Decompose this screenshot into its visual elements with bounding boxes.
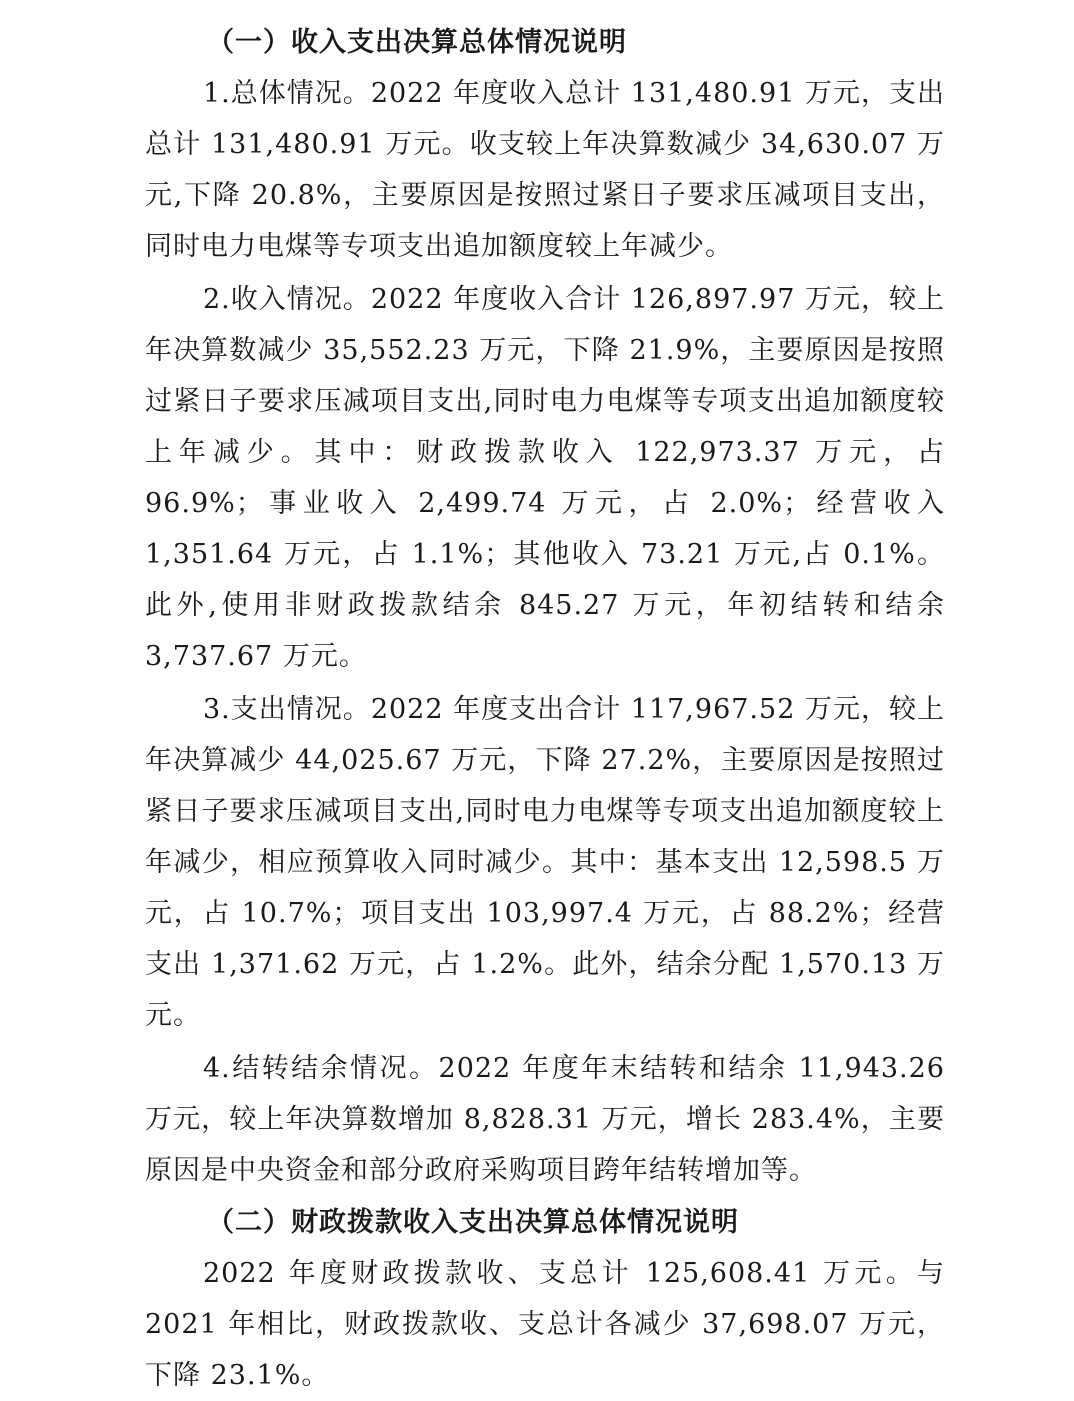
paragraph-overall: 1.总体情况。2022 年度收入总计 131,480.91 万元，支出总计 131,480.91 万元。收支较上年决算数减少 34,630.07 万元,下降 20.8%，主要原因是按照过紧日子要求压减项目支出，同时电力电煤等专项支出追加额度较上年减少。 bbox=[145, 78, 945, 262]
section-heading-2: （二）财政拨款收入支出决算总体情况说明 bbox=[207, 1207, 739, 1238]
document-page bbox=[145, 18, 945, 1401]
section-heading-1: （一）收入支出决算总体情况说明 bbox=[207, 27, 627, 58]
paragraph-income: 2.收入情况。2022 年度收入合计 126,897.97 万元，较上年决算数减少 35,552.23 万元，下降 21.9%，主要原因是按照过紧日子要求压减项目支出,同时电力电煤等专项支出追加额度较上年减少。其中：财政拨款收入 122,973.37 万元，占 96.9%；事业收入 2,499.74 万元，占 2.0%；经营收入 1,351.64 万元，占 1.1%；其他收入 73.21 万元,占 0.1%。此外,使用非财政拨款结余 845.27 万元，年初结转和结余 3,737.67 万元。 bbox=[145, 284, 945, 672]
paragraph-expenditure: 3.支出情况。2022 年度支出合计 117,967.52 万元，较上年决算减少 44,025.67 万元，下降 27.2%，主要原因是按照过紧日子要求压减项目支出,同时电力电煤等专项支出追加额度较上年减少，相应预算收入同时减少。其中：基本支出 12,598.5 万元，占 10.7%；项目支出 103,997.4 万元，占 88.2%；经营支出 1,371.62 万元，占 1.2%。此外，结余分配 1,570.13 万元。 bbox=[145, 694, 945, 1031]
paragraph-carryover: 4.结转结余情况。2022 年度年末结转和结余 11,943.26 万元，较上年决算数增加 8,828.31 万元，增长 283.4%，主要原因是中央资金和部分政府采购项目跨年结转增加等。 bbox=[145, 1053, 945, 1186]
paragraph-fiscal-appropriation: 2022 年度财政拨款收、支总计 125,608.41 万元。与 2021 年相比，财政拨款收、支总计各减少 37,698.07 万元，下降 23.1%。 bbox=[145, 1258, 945, 1391]
